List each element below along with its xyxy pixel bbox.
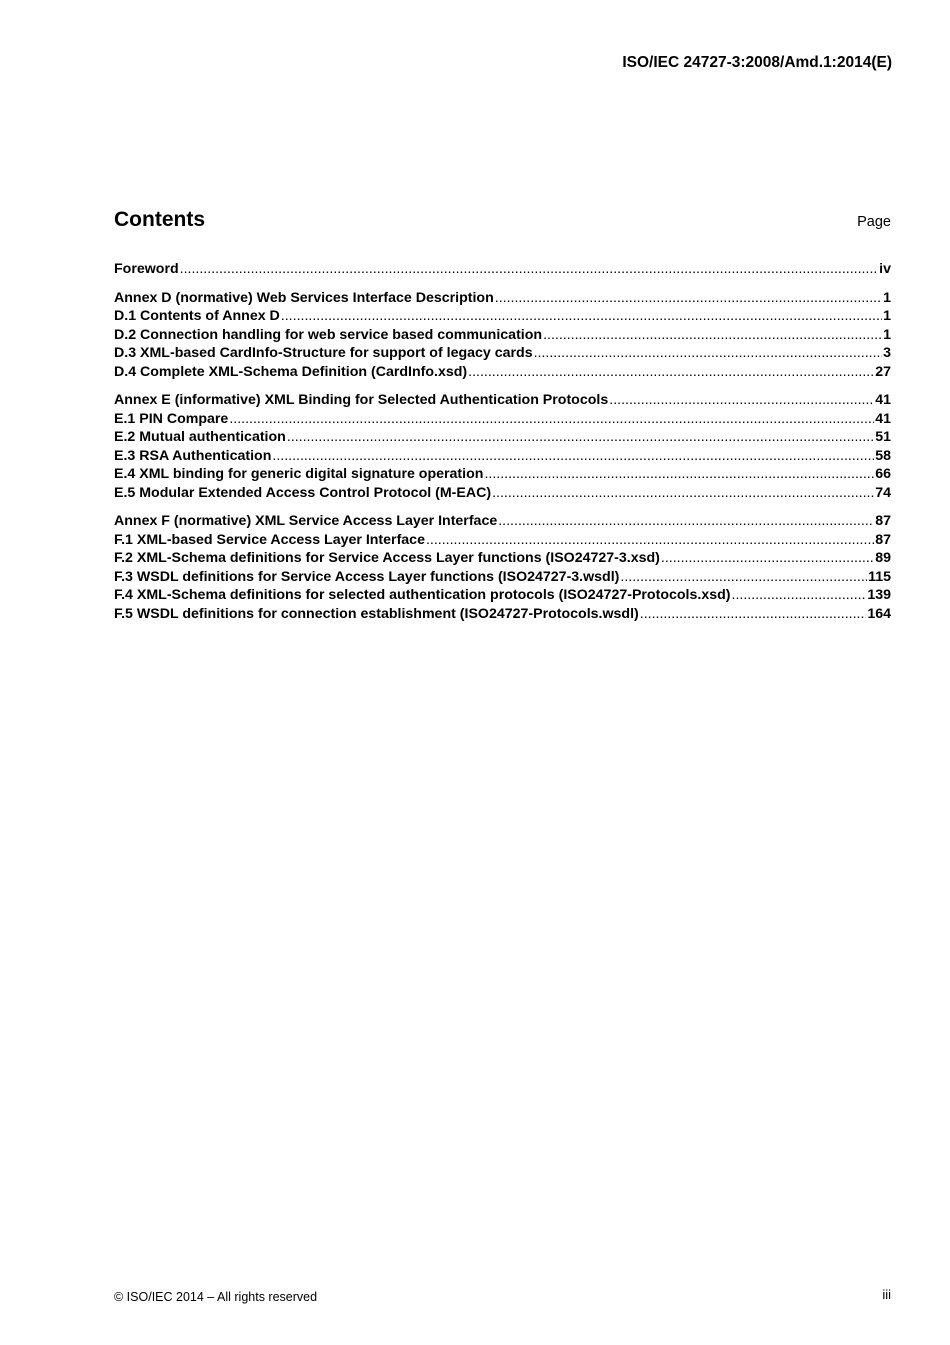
- dot-leader: [272, 447, 874, 466]
- toc-entry-label: Annex E (informative) XML Binding for Selected Authentication Protocols: [114, 392, 609, 408]
- dot-leader: [492, 484, 874, 503]
- dot-leader: [640, 605, 867, 624]
- dot-leader: [534, 344, 883, 363]
- toc-entry-label: F.2 XML-Schema definitions for Service Access Layer functions (ISO24727-3.xsd): [114, 550, 660, 566]
- toc-entry[interactable]: [114, 512, 891, 531]
- toc-entry-label: Foreword: [114, 261, 179, 277]
- dot-leader: [229, 410, 874, 429]
- toc-entry-label: D.3 XML-based CardInfo-Structure for support of legacy cards: [114, 345, 533, 361]
- toc-entry-page: 51: [875, 429, 891, 445]
- dot-leader: [281, 307, 882, 326]
- toc-group: [114, 512, 891, 623]
- toc-entry-label: E.2 Mutual authentication: [114, 429, 286, 445]
- dot-leader: [180, 260, 879, 279]
- dot-leader: [609, 391, 874, 410]
- toc-entry[interactable]: [114, 289, 891, 308]
- toc-entry[interactable]: [114, 586, 891, 605]
- toc-entry-page: 115: [868, 568, 891, 585]
- dot-leader: [468, 363, 874, 382]
- dot-leader: [498, 512, 874, 531]
- toc-group: [114, 391, 891, 502]
- toc-entry-label: E.4 XML binding for generic digital signature operation: [114, 466, 484, 482]
- toc-entry-label: E.1 PIN Compare: [114, 410, 229, 427]
- dot-leader: [495, 289, 882, 308]
- toc-group: [114, 289, 891, 382]
- toc-entry-page: 1: [883, 289, 891, 306]
- toc-entry-label: Annex D (normative) Web Services Interface Description: [114, 289, 494, 306]
- toc-entry[interactable]: [114, 568, 891, 587]
- toc-entry-page: 27: [875, 363, 891, 380]
- toc-entry[interactable]: [114, 465, 891, 484]
- toc-entry-page: 164: [867, 605, 891, 622]
- toc-entry-page: 66: [875, 466, 891, 482]
- toc-entry-page: iv: [879, 261, 891, 277]
- toc-entry-page: 41: [875, 392, 891, 408]
- footer-page-number: iii: [882, 1287, 891, 1302]
- toc-entry-page: 1: [883, 326, 891, 343]
- footer-copyright: © ISO/IEC 2014 – All rights reserved: [114, 1290, 318, 1304]
- dot-leader: [426, 531, 874, 550]
- toc-entry-label: F.1 XML-based Service Access Layer Interface: [114, 531, 425, 548]
- toc-entry-page: 87: [875, 513, 891, 529]
- toc-entry[interactable]: [114, 307, 891, 326]
- table-of-contents: [114, 260, 891, 633]
- toc-entry[interactable]: [114, 344, 891, 363]
- toc-entry-page: 3: [883, 345, 891, 361]
- dot-leader: [732, 586, 867, 605]
- toc-entry[interactable]: [114, 531, 891, 550]
- toc-entry[interactable]: [114, 391, 891, 410]
- dot-leader: [661, 549, 874, 568]
- page-title: Contents: [114, 208, 205, 231]
- toc-entry-label: D.2 Connection handling for web service based communication: [114, 326, 543, 343]
- toc-entry[interactable]: [114, 410, 891, 429]
- dot-leader: [484, 465, 874, 484]
- toc-entry-page: 58: [875, 447, 891, 464]
- toc-entry-label: F.5 WSDL definitions for connection establishment (ISO24727-Protocols.wsdl): [114, 605, 639, 622]
- dot-leader: [543, 326, 882, 345]
- toc-entry-page: 1: [883, 308, 891, 324]
- toc-entry-label: D.1 Contents of Annex D: [114, 308, 280, 324]
- page-column-label: Page: [857, 214, 891, 230]
- toc-entry-label: D.4 Complete XML-Schema Definition (CardInfo.xsd): [114, 363, 468, 380]
- toc-entry-page: 41: [875, 410, 891, 427]
- toc-entry[interactable]: [114, 447, 891, 466]
- dot-leader: [287, 428, 874, 447]
- dot-leader: [620, 568, 867, 587]
- toc-entry-page: 74: [875, 484, 891, 501]
- document-header: ISO/IEC 24727-3:2008/Amd.1:2014(E): [622, 54, 892, 71]
- toc-entry[interactable]: [114, 484, 891, 503]
- toc-entry[interactable]: [114, 363, 891, 382]
- toc-entry-label: E.5 Modular Extended Access Control Protocol (M-EAC): [114, 484, 492, 501]
- toc-entry-label: Annex F (normative) XML Service Access Layer Interface: [114, 513, 498, 529]
- toc-entry[interactable]: [114, 428, 891, 447]
- toc-entry-page: 139: [867, 587, 891, 603]
- toc-entry[interactable]: [114, 549, 891, 568]
- toc-entry-label: F.3 WSDL definitions for Service Access Layer functions (ISO24727-3.wsdl): [114, 568, 620, 585]
- toc-entry-page: 89: [875, 550, 891, 566]
- toc-entry[interactable]: [114, 326, 891, 345]
- toc-entry-page: 87: [875, 531, 891, 548]
- toc-entry-label: E.3 RSA Authentication: [114, 447, 272, 464]
- toc-entry[interactable]: [114, 605, 891, 624]
- toc-entry-label: F.4 XML-Schema definitions for selected authentication protocols (ISO24727-Protocols.xsd): [114, 587, 731, 603]
- contents-title-row: [114, 208, 891, 232]
- toc-entry[interactable]: [114, 260, 891, 279]
- toc-group: [114, 260, 891, 279]
